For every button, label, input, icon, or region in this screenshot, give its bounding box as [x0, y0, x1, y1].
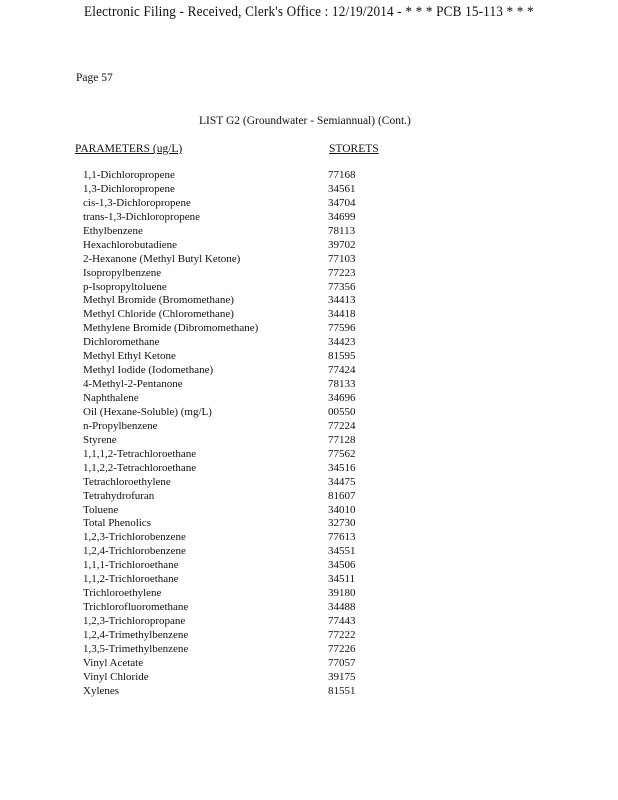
- parameter-name: Oil (Hexane-Soluble) (mg/L): [83, 405, 212, 418]
- storet-code: 34704: [328, 196, 356, 209]
- parameter-name: Isopropylbenzene: [83, 266, 162, 279]
- storet-code: 77223: [328, 266, 356, 279]
- storet-code: 34699: [328, 210, 356, 223]
- list-item: [0, 336, 618, 350]
- list-item: [0, 559, 618, 573]
- parameter-name: 1,3,5-Trimethylbenzene: [83, 642, 189, 655]
- storet-code: 34551: [328, 545, 356, 558]
- parameter-name: Methylene Bromide (Dibromomethane): [83, 322, 259, 335]
- storet-code: 34696: [328, 392, 356, 404]
- list-item: [0, 490, 618, 504]
- parameter-name: 1,1-Dichloropropene: [83, 169, 175, 181]
- parameters-column-header: PARAMETERS (ug/L): [75, 143, 183, 155]
- parameter-name: 1,1,1,2-Tetrachloroethane: [83, 447, 197, 460]
- list-item: [0, 685, 618, 699]
- list-item: [0, 615, 618, 629]
- list-item: [0, 225, 618, 239]
- list-item: [0, 643, 618, 657]
- list-item: [0, 308, 618, 322]
- list-item: [0, 517, 618, 531]
- storet-code: 77168: [328, 169, 356, 181]
- storet-code: 81607: [328, 489, 356, 502]
- storet-code: 77222: [328, 628, 356, 641]
- parameter-list: [0, 169, 618, 699]
- storet-code: 77562: [328, 447, 356, 460]
- parameter-name: n-Propylbenzene: [83, 419, 158, 432]
- list-item: [0, 601, 618, 615]
- parameter-name: 1,1,2-Trichloroethane: [83, 573, 179, 586]
- parameter-name: 1,1,1-Trichloroethane: [83, 559, 179, 572]
- storet-code: 39175: [328, 670, 356, 683]
- storet-code: 77443: [328, 615, 356, 627]
- storet-code: 77226: [328, 642, 356, 655]
- storet-code: 81551: [328, 684, 356, 697]
- parameter-name: 2-Hexanone (Methyl Butyl Ketone): [83, 252, 241, 265]
- list-item: [0, 378, 618, 392]
- list-item: [0, 531, 618, 545]
- storet-code: 34423: [328, 336, 356, 349]
- list-item: [0, 392, 618, 406]
- storet-code: 77057: [328, 656, 356, 669]
- list-item: [0, 267, 618, 281]
- page-number: Page 57: [76, 72, 113, 84]
- list-item: [0, 545, 618, 559]
- storet-code: 34511: [328, 573, 356, 586]
- list-item: [0, 504, 618, 518]
- parameter-name: p-Isopropyltoluene: [83, 280, 167, 293]
- list-item: [0, 629, 618, 643]
- parameter-name: Vinyl Acetate: [83, 656, 144, 669]
- list-item: [0, 211, 618, 225]
- parameter-name: Toluene: [83, 503, 119, 516]
- parameter-name: trans-1,3-Dichloropropene: [83, 210, 200, 223]
- storet-code: 77128: [328, 433, 356, 446]
- parameter-name: Methyl Bromide (Bromomethane): [83, 294, 234, 307]
- parameter-name: 4-Methyl-2-Pentanone: [83, 378, 183, 391]
- list-item: [0, 448, 618, 462]
- list-item: [0, 420, 618, 434]
- parameter-name: Naphthalene: [83, 392, 139, 404]
- storet-code: 77356: [328, 280, 356, 293]
- list-item: [0, 197, 618, 211]
- storet-code: 78113: [328, 224, 356, 237]
- parameter-name: Tetrachloroethylene: [83, 475, 171, 488]
- parameter-name: Trichlorofluoromethane: [83, 601, 189, 614]
- storet-code: 78133: [328, 378, 356, 391]
- list-title: LIST G2 (Groundwater - Semiannual) (Cont.): [199, 115, 411, 127]
- filing-stamp: Electronic Filing - Received, Clerk's Office : 12/19/2014 - * * * PCB 15-113 * * *: [84, 4, 534, 20]
- storets-column-header: STORETS: [329, 143, 379, 155]
- storet-code: 34475: [328, 475, 356, 488]
- parameter-name: Vinyl Chloride: [83, 670, 149, 683]
- parameter-name: Xylenes: [83, 684, 120, 697]
- storet-code: 34516: [328, 461, 356, 474]
- storet-code: 34506: [328, 559, 356, 572]
- list-item: [0, 434, 618, 448]
- parameter-name: Hexachlorobutadiene: [83, 238, 178, 251]
- list-item: [0, 587, 618, 601]
- storet-code: 77596: [328, 322, 356, 335]
- parameter-name: 1,2,3-Trichlorobenzene: [83, 531, 186, 544]
- storet-code: 34561: [328, 182, 356, 195]
- storet-code: 39180: [328, 587, 356, 600]
- storet-code: 77224: [328, 419, 356, 432]
- list-item: [0, 239, 618, 253]
- list-item: [0, 406, 618, 420]
- list-item: [0, 183, 618, 197]
- storet-code: 34488: [328, 601, 356, 614]
- list-item: [0, 476, 618, 490]
- parameter-name: Methyl Iodide (Iodomethane): [83, 364, 214, 377]
- parameter-name: 1,3-Dichloropropene: [83, 182, 175, 195]
- storet-code: 77613: [328, 531, 356, 544]
- list-item: [0, 671, 618, 685]
- list-item: [0, 322, 618, 336]
- parameter-name: cis-1,3-Dichloropropene: [83, 196, 191, 209]
- storet-code: 81595: [328, 350, 356, 363]
- parameter-name: 1,2,4-Trichlorobenzene: [83, 545, 186, 558]
- storet-code: 39702: [328, 238, 356, 251]
- storet-code: 34418: [328, 308, 356, 321]
- parameter-name: Styrene: [83, 433, 117, 446]
- list-item: [0, 169, 618, 183]
- parameter-name: Methyl Ethyl Ketone: [83, 350, 176, 363]
- parameter-name: 1,1,2,2-Tetrachloroethane: [83, 461, 197, 474]
- parameter-name: Trichloroethylene: [83, 587, 162, 600]
- list-item: [0, 281, 618, 295]
- list-item: [0, 657, 618, 671]
- list-item: [0, 294, 618, 308]
- list-item: [0, 350, 618, 364]
- parameter-name: Ethylbenzene: [83, 224, 143, 237]
- storet-code: 77424: [328, 364, 356, 377]
- storet-code: 32730: [328, 517, 356, 530]
- storet-code: 00550: [328, 405, 356, 418]
- parameter-name: Tetrahydrofuran: [83, 489, 155, 502]
- parameter-name: 1,2,3-Trichloropropane: [83, 615, 186, 627]
- storet-code: 34413: [328, 294, 356, 307]
- parameter-name: Methyl Chloride (Chloromethane): [83, 308, 234, 321]
- list-item: [0, 253, 618, 267]
- parameter-name: Dichloromethane: [83, 336, 160, 349]
- list-item: [0, 364, 618, 378]
- storet-code: 34010: [328, 503, 356, 516]
- storet-code: 77103: [328, 252, 356, 265]
- list-item: [0, 462, 618, 476]
- list-item: [0, 573, 618, 587]
- parameter-name: 1,2,4-Trimethylbenzene: [83, 628, 189, 641]
- parameter-name: Total Phenolics: [83, 517, 151, 530]
